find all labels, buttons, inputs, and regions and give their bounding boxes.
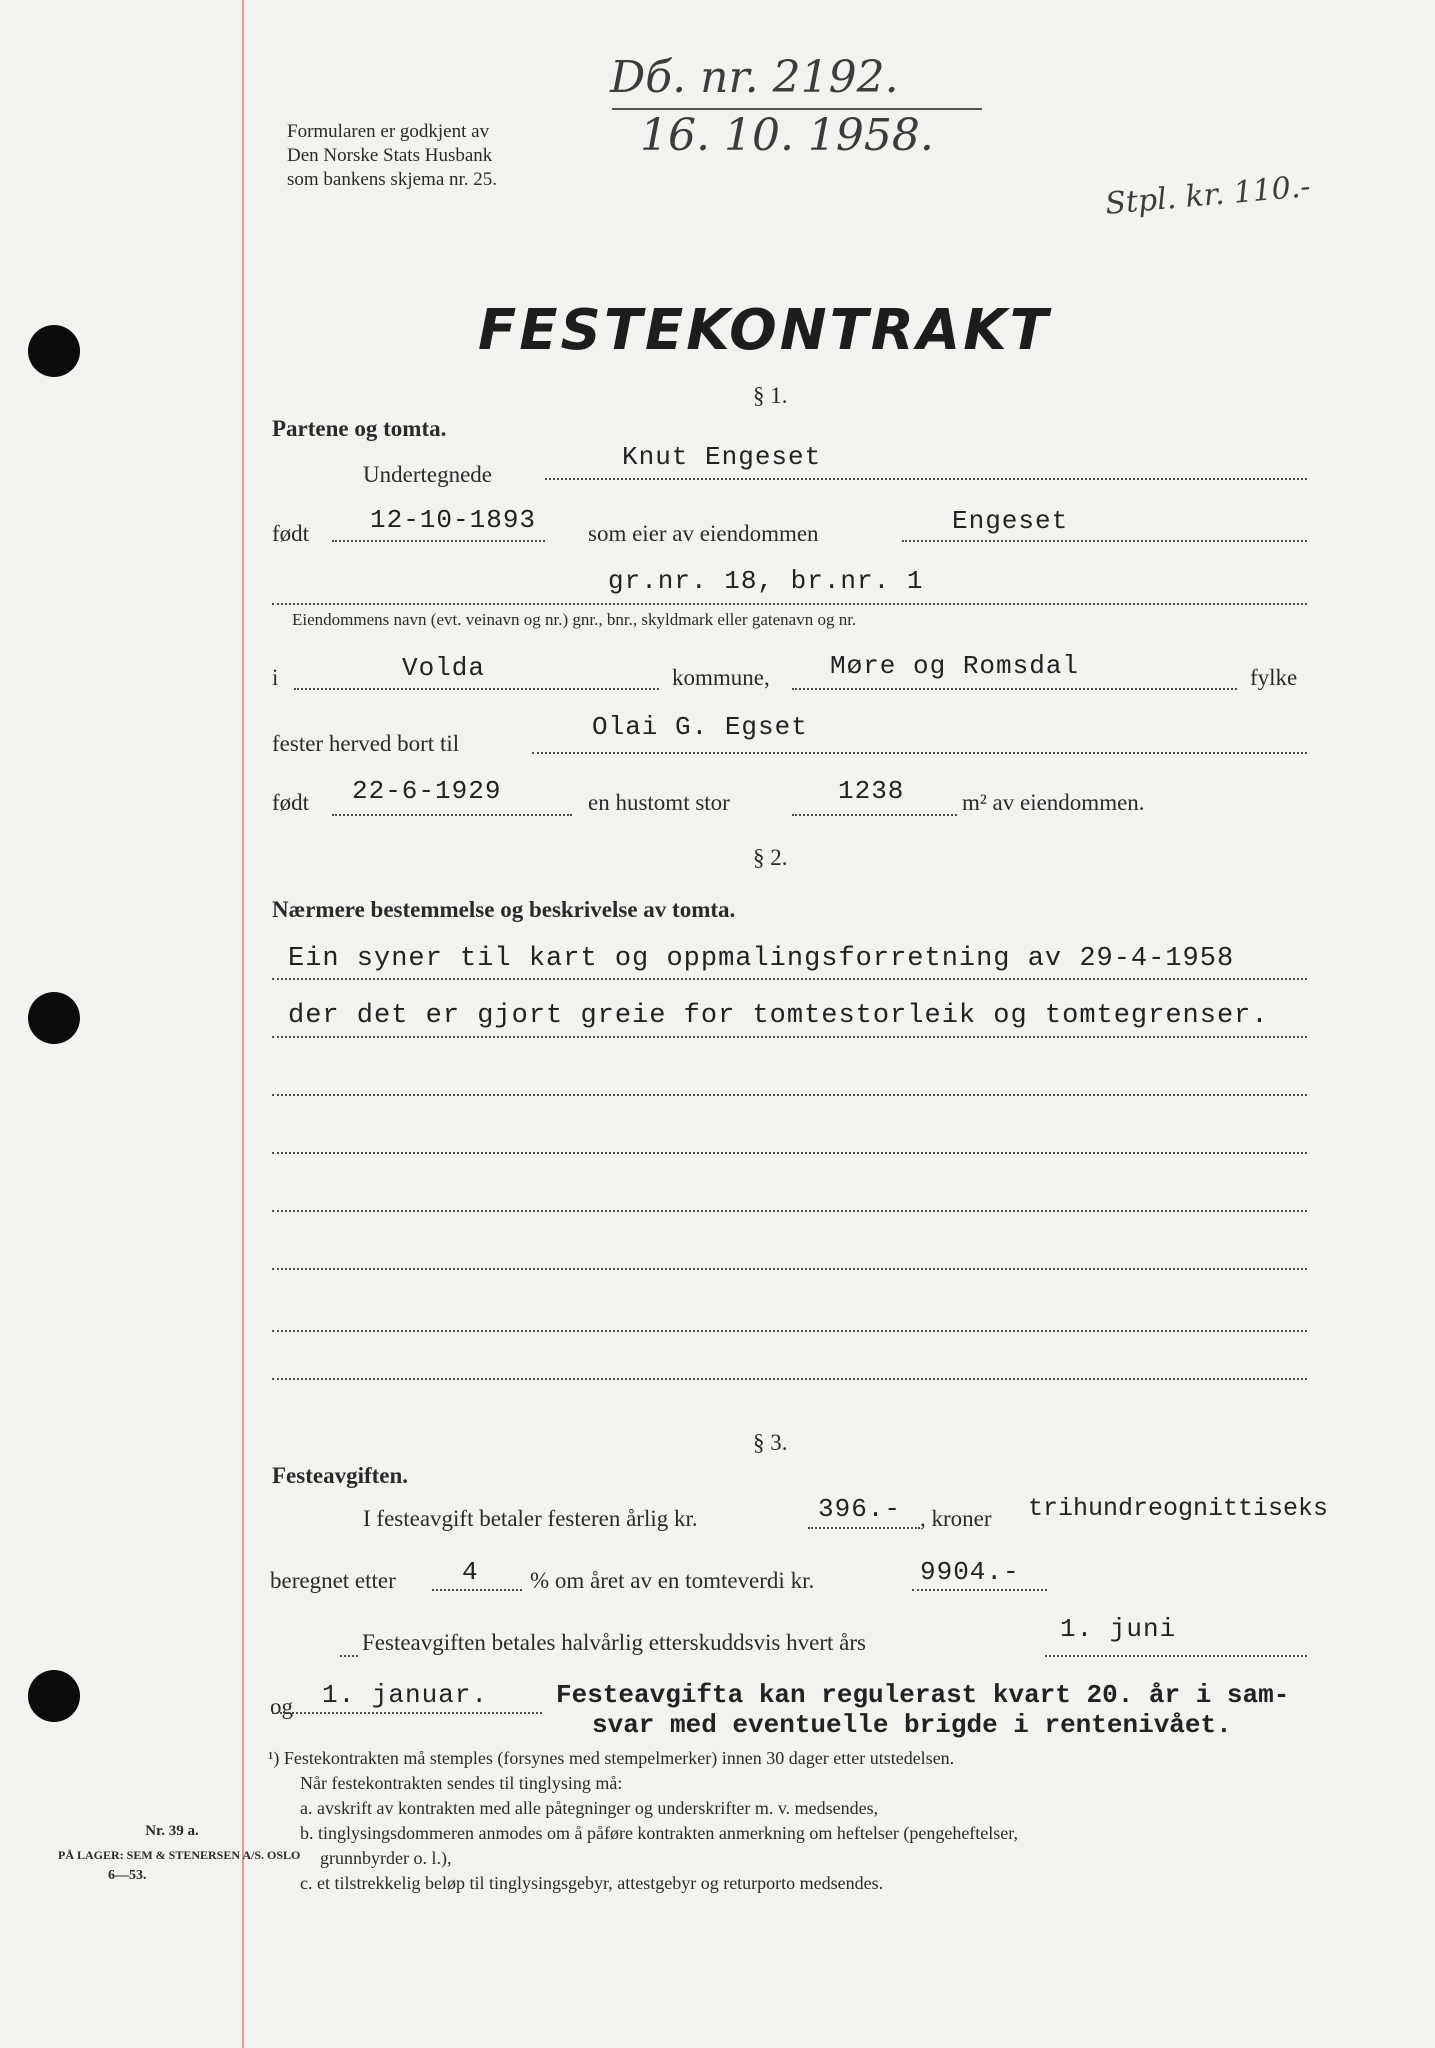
desc-text-2: der det er gjort greie for tomtestorleik og tomtegrenser. xyxy=(288,1001,1269,1031)
fodt2-label: født xyxy=(272,790,310,815)
form-number: Nr. 39 a. xyxy=(145,1823,199,1839)
footnote-c: c. et tilstrekkelig beløp til tinglysingsgebyr, attestgebyr og returporto medsendes. xyxy=(300,1873,884,1893)
footnote-b-cont: grunnbyrder o. l.), xyxy=(320,1848,452,1868)
m2-label: m² av eiendommen. xyxy=(962,790,1145,815)
eiendom-caption: Eiendommens navn (evt. veinavn og nr.) gnr., bnr., skyldmark eller gatenavn og nr. xyxy=(292,610,857,629)
fodt2-value: 22-6-1929 xyxy=(352,776,502,806)
desc-text-1: Ein syner til kart og oppmalingsforretning av 29-4-1958 xyxy=(288,944,1235,974)
fester-label: fester herved bort til xyxy=(272,731,460,756)
betaler-value: 396.- xyxy=(818,1494,902,1524)
eier-line xyxy=(902,540,1307,542)
og-line xyxy=(272,1712,542,1714)
tomteverdi-line xyxy=(912,1589,1047,1591)
handwritten-stamp-fee: Stpl. kr. 110.- xyxy=(1103,169,1312,222)
pct-line xyxy=(432,1589,522,1591)
fester-value: Olai G. Egset xyxy=(592,712,808,742)
eiendom-value: Engeset xyxy=(952,506,1069,536)
punch-hole-middle xyxy=(28,992,80,1044)
regulering-text-2: svar med eventuelle brigde i rentenivået. xyxy=(592,1710,1232,1740)
desc-line-6 xyxy=(272,1268,1307,1270)
kommune-value: Volda xyxy=(402,653,486,683)
section-3-heading: § 3. xyxy=(753,1430,788,1455)
undertegnede-label: Undertegnede xyxy=(363,462,492,487)
kommune-label: kommune, xyxy=(672,665,770,690)
grnr-value: gr.nr. 18, br.nr. 1 xyxy=(608,566,924,596)
desc-line-1 xyxy=(272,978,1307,980)
desc-line-5 xyxy=(272,1210,1307,1212)
undertegnede-value: Knut Engeset xyxy=(622,442,822,472)
approval-line-3: som bankens skjema nr. 25. xyxy=(287,169,498,190)
pct-label: % om året av en tomteverdi kr. xyxy=(530,1568,815,1593)
kroner-value: trihundreognittiseks xyxy=(1028,1494,1329,1523)
footnotes xyxy=(268,1746,1018,1896)
i-label: i xyxy=(272,665,279,690)
handwritten-doc-number: Dб. nr. 2192. xyxy=(610,52,899,103)
hustomt-label: en hustomt stor xyxy=(588,790,730,815)
print-date: 6—53. xyxy=(108,1868,147,1883)
margin-line xyxy=(242,0,244,2048)
tomteverdi-value: 9904.- xyxy=(920,1557,1020,1587)
kommune-line xyxy=(294,688,659,690)
footnote-1: ¹) Festekontrakten må stemples (forsynes med stempelmerker) innen 30 dager etter utstedelsen. xyxy=(268,1748,955,1768)
date1-line xyxy=(1045,1655,1307,1657)
fester-line xyxy=(532,752,1307,754)
grnr-line xyxy=(272,603,1307,605)
section-3-title: Festeavgiften. xyxy=(272,1463,409,1488)
fylke-line xyxy=(792,688,1237,690)
desc-line-8 xyxy=(272,1378,1307,1380)
fylke-value: Møre og Romsdal xyxy=(830,651,1080,681)
eier-label: som eier av eiendommen xyxy=(588,521,819,546)
punch-hole-bottom xyxy=(28,1670,80,1722)
date1-value: 1. juni xyxy=(1060,1614,1177,1644)
section-2-heading: § 2. xyxy=(753,845,788,870)
date2-value: 1. januar. xyxy=(322,1680,489,1710)
desc-line-4 xyxy=(272,1152,1307,1154)
section-1-title: Partene og tomta. xyxy=(272,416,447,441)
beregnet-label: beregnet etter xyxy=(270,1568,396,1593)
fodt-value: 12-10-1893 xyxy=(370,505,537,535)
fodt2-line xyxy=(332,814,572,816)
betaler-line xyxy=(808,1527,920,1529)
kroner-label: , kroner xyxy=(920,1506,992,1531)
handwritten-date: 16. 10. 1958. xyxy=(640,110,934,161)
pct-value: 4 xyxy=(462,1557,479,1587)
approval-note xyxy=(287,120,497,192)
printer-line: PÅ LAGER: SEM & STENERSEN A/S. OSLO xyxy=(58,1848,301,1862)
desc-line-2 xyxy=(272,1036,1307,1038)
footnote-2: Når festekontrakten sendes til tinglysing må: xyxy=(300,1773,623,1793)
betales-label: Festeavgiften betales halvårlig etterskuddsvis hvert års xyxy=(362,1630,866,1655)
betales-lead-dots xyxy=(340,1655,358,1657)
og-label: og xyxy=(270,1694,293,1719)
section-2-title: Nærmere bestemmelse og beskrivelse av tomta. xyxy=(272,897,736,922)
section-1-heading: § 1. xyxy=(753,383,788,408)
fylke-label: fylke xyxy=(1250,665,1298,690)
fodt-label: født xyxy=(272,521,310,546)
approval-line-1: Formularen er godkjent av xyxy=(287,121,490,142)
approval-line-2: Den Norske Stats Husbank xyxy=(287,145,493,166)
undertegnede-line xyxy=(545,478,1307,480)
hustomt-value: 1238 xyxy=(838,776,905,806)
punch-hole-top xyxy=(28,325,80,377)
document-title: FESTEKONTRAKT xyxy=(478,298,1051,363)
fodt-line xyxy=(332,540,545,542)
footnote-b: b. tinglysingsdommeren anmodes om å påføre kontrakten anmerkning om heftelser (pengeheftelser, xyxy=(300,1823,1019,1843)
printer-info xyxy=(112,1820,232,1842)
desc-line-7 xyxy=(272,1330,1307,1332)
hustomt-line xyxy=(792,814,957,816)
regulering-text-1: Festeavgifta kan regulerast kvart 20. år i sam- xyxy=(556,1680,1290,1710)
desc-line-3 xyxy=(272,1094,1307,1096)
footnote-a: a. avskrift av kontrakten med alle påtegninger og underskrifter m. v. medsendes, xyxy=(300,1798,879,1818)
betaler-label: I festeavgift betaler festeren årlig kr. xyxy=(363,1506,698,1531)
